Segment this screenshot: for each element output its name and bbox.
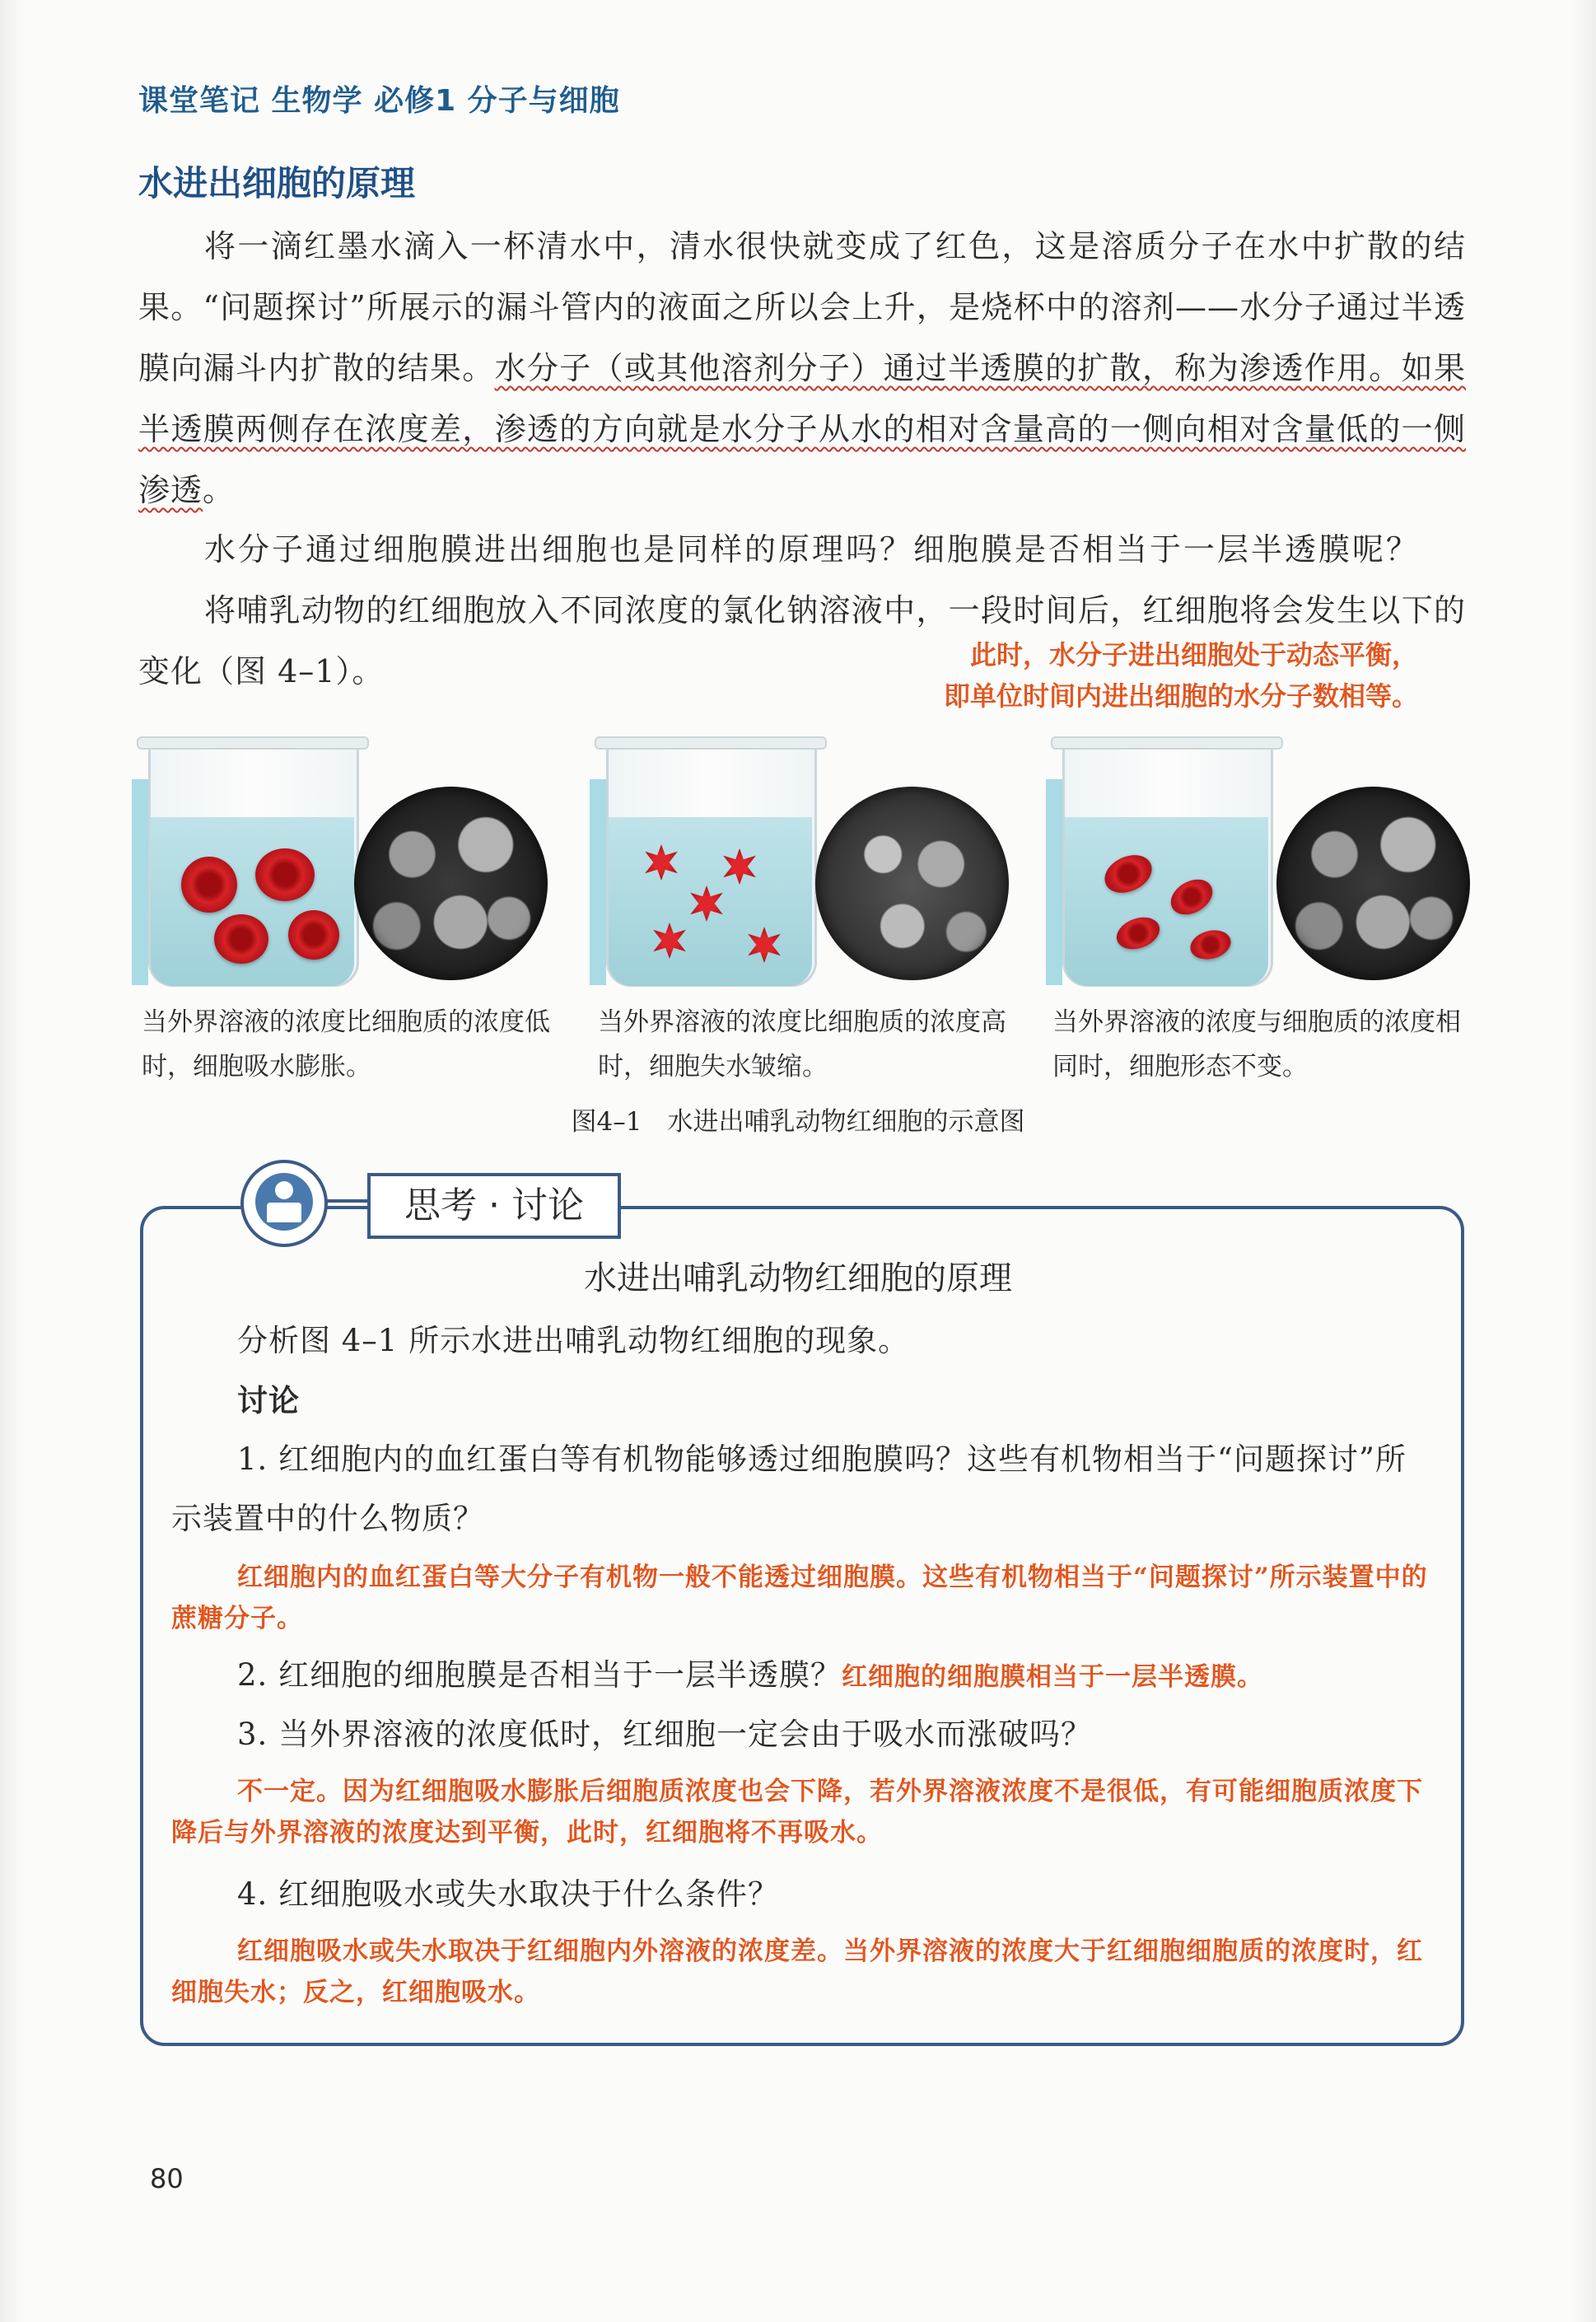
beaker-hypotonic bbox=[132, 725, 371, 988]
osmosis-direction: 如果半透膜两侧存在浓度差，渗透的方向就是水分子从水的相对含量高的一侧向相对含量低的一侧渗透 bbox=[138, 350, 1466, 508]
swollen-cell bbox=[214, 914, 268, 964]
answer-2: 红细胞的细胞膜相当于一层半透膜。 bbox=[842, 1662, 1264, 1692]
margin-note-line-1: 此时，水分子进出细胞处于动态平衡， bbox=[969, 639, 1418, 670]
question-4: 4. 红细胞吸水或失水取决于什么条件？ bbox=[237, 1876, 780, 1912]
margin-note-line-2: 即单位时间内进出细胞的水分子数相等。 bbox=[943, 680, 1418, 712]
beaker-hypertonic bbox=[590, 725, 828, 988]
discussion-title: 水进出哺乳动物红细胞的原理 bbox=[584, 1259, 1012, 1297]
swollen-cell bbox=[255, 848, 315, 901]
micrograph-swollen bbox=[354, 787, 548, 980]
figure-title: 图4–1 水进出哺乳动物红细胞的示意图 bbox=[571, 1107, 1025, 1137]
osmosis-definition: 水分子（或其他溶剂分子）通过半透膜的扩散，称为渗透作用。 bbox=[494, 350, 1402, 386]
answer-1: 红细胞内的血红蛋白等大分子有机物一般不能透过细胞膜。这些有机物相当于“问题探讨”所示装置中的蔗糖分子。 bbox=[171, 1563, 1428, 1633]
swollen-cell bbox=[181, 857, 237, 913]
micrograph-shrunken bbox=[815, 787, 1009, 980]
question-2-text: 2. 红细胞的细胞膜是否相当于一层半透膜？ bbox=[237, 1657, 842, 1693]
paragraph-osmosis bbox=[138, 216, 1466, 521]
paragraph-osmosis-end: 。 bbox=[203, 472, 236, 508]
caption-hypotonic: 当外界溶液的浓度比细胞质的浓度低时，细胞吸水膨胀。 bbox=[142, 1007, 550, 1082]
paragraph-osmosis-a: 将一滴红墨水滴入一杯清水中，清水很快就变成了红色，这是溶质分子在水中扩散的结果。“问题探讨”所展示的漏斗管内的液面之所以会上升，是烧杯中的溶剂——水分子通过半透膜向漏斗内扩散的结果。 bbox=[138, 228, 1466, 386]
question-3: 3. 当外界溶液的浓度低时，红细胞一定会由于吸水而涨破吗？ bbox=[237, 1717, 1093, 1752]
question-1: 1. 红细胞内的血红蛋白等有机物能够透过细胞膜吗？这些有机物相当于“问题探讨”所示装置中的什么物质？ bbox=[171, 1441, 1407, 1536]
paragraph-question: 水分子通过细胞膜进出细胞也是同样的原理吗？细胞膜是否相当于一层半透膜呢？ bbox=[204, 531, 1421, 568]
answer-4: 红细胞吸水或失水取决于红细胞内外溶液的浓度差。当外界溶液的浓度大于红细胞细胞质的浓度时，红细胞失水；反之，红细胞吸水。 bbox=[171, 1937, 1423, 2007]
caption-isotonic: 当外界溶液的浓度与细胞质的浓度相同时，细胞形态不变。 bbox=[1052, 1007, 1461, 1082]
micrograph-normal bbox=[1276, 787, 1470, 980]
discussion-heading: 讨论 bbox=[237, 1383, 300, 1418]
beaker-isotonic bbox=[1046, 725, 1285, 988]
discussion-tab-label: 思考 · 讨论 bbox=[367, 1173, 621, 1239]
swollen-cell bbox=[288, 910, 339, 960]
margin-note bbox=[944, 634, 1418, 717]
section-title: 水进出细胞的原理 bbox=[138, 163, 416, 203]
discussion-intro: 分析图 4–1 所示水进出哺乳动物红细胞的现象。 bbox=[237, 1323, 910, 1358]
running-header: 课堂笔记 生物学 必修1 分子与细胞 bbox=[138, 84, 620, 118]
tab-connector bbox=[321, 1199, 367, 1203]
paragraph-experiment: 将哺乳动物的红细胞放入不同浓度的氯化钠溶液中，一段时间后，红细胞将会发生以下的变化（图 4–1）。 bbox=[138, 592, 1466, 689]
caption-hypertonic: 当外界溶液的浓度比细胞质的浓度高时，细胞失水皱缩。 bbox=[598, 1007, 1006, 1082]
page-number: 80 bbox=[150, 2163, 184, 2194]
reader-icon bbox=[240, 1160, 328, 1247]
question-2 bbox=[171, 1646, 1431, 1705]
answer-3: 不一定。因为红细胞吸水膨胀后细胞质浓度也会下降，若外界溶液浓度不是很低，有可能细胞质浓度下降后与外界溶液的浓度达到平衡，此时，红细胞将不再吸水。 bbox=[171, 1777, 1423, 1848]
